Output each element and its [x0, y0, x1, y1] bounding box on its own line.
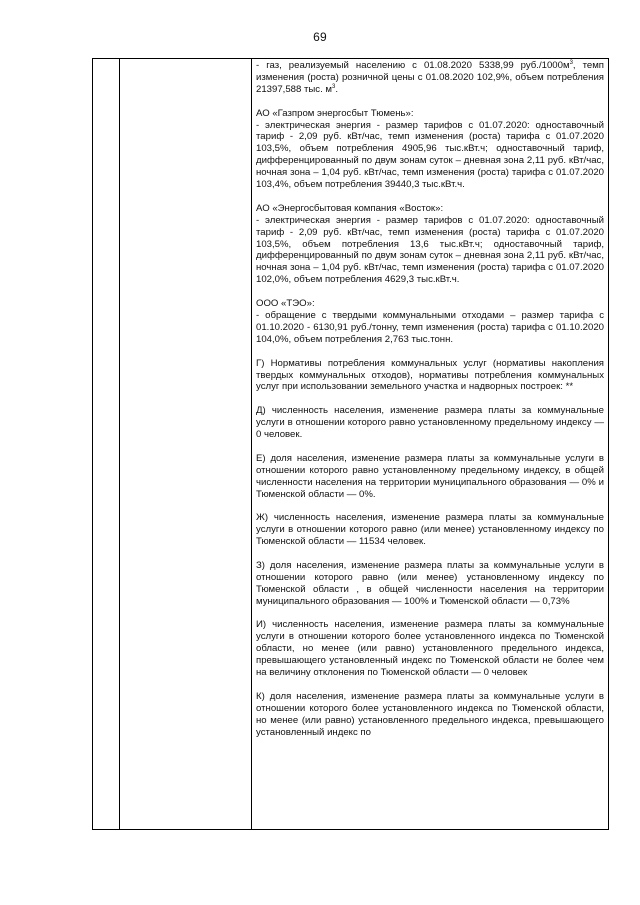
gas-end-sup: 3: [332, 83, 336, 90]
table-column-divider: [119, 59, 120, 829]
gas-line-a: - газ, реализуемый населению с 01.08.2020 5338,99 руб./1000м: [256, 60, 570, 71]
paragraph-k: К) доля населения, изменение размера платы за коммунальные услуги в отношении которого более установленного индекса по Тюменской области, но менее (или равно) установленного предельного индекса, превышающего установленный индекс по: [256, 690, 604, 738]
gas-end: .: [335, 83, 339, 95]
teo-text: - обращение с твердыми коммунальными отходами – размер тарифа с 01.10.2020 - 6130,91 руб./тонну, темп изменения (роста) тарифа с 01.10.2020 104,0%, объем потребления 2,763 тыс.тонн.: [256, 309, 604, 345]
paragraph-d: Д) численность населения, изменение размера платы за коммунальные услуги в отношении которого равно установленному предельному индексу — 0 человек.: [256, 405, 604, 441]
tyumen-title: АО «Газпром энергосбыт Тюмень»:: [256, 107, 414, 119]
gas-line-b: , темп изменения (роста) розничной цены с 01.08.2020 102,9%, объем потребления 21397,588 тыс. м: [256, 60, 605, 95]
paragraph-e: Е) доля населения, изменение размера платы за коммунальные услуги в отношении которого равно установленному предельному индексу, в общей численности населения на территории муниципального образования — 0% и Тюменской области — 0%.: [256, 452, 604, 500]
paragraph-g: Г) Нормативы потребления коммунальных услуг (нормативы накопления твердых коммунальных отходов), нормативы потребления коммунальных услуг при использовании земельного участка и надворных построек: **: [256, 357, 604, 393]
teo-title: ООО «ТЭО»:: [256, 298, 315, 310]
table-cell-content: [256, 60, 604, 739]
page-number: 69: [313, 30, 327, 44]
tyumen-text: - электрическая энергия - размер тарифов с 01.07.2020: одноставочный тариф - 2,09 руб. кВт/час, темп изменения (роста) тарифа с 01.07.2020 103,5%, объем потребления 4905,96 тыс.кВт.ч; одноставочный тариф, дифференцированный по двум зонам суток – дневная зона 2,11 руб. кВт/час, ночная зона – 1,04 руб. кВт/час, темп изменения (роста) тарифа с 01.07.2020 103,4%, объем потребления 39440,3 тыс.кВт.ч.: [256, 119, 604, 191]
content-table: [92, 58, 609, 830]
gas-unit-sup: 3: [569, 59, 573, 66]
table-column-divider: [251, 59, 252, 829]
vostok-text: - электрическая энергия - размер тарифов с 01.07.2020: одноставочный тариф - 2,09 руб. кВт/час, темп изменения (роста) тарифа с 01.07.2020 103,5%, объем потребления 13,6 тыс.кВт.ч; одноставочный тариф, дифференцированный по двум зонам суток – дневная зона 2,11 руб. кВт/час, ночная зона – 1,04 руб. кВт/час, темп изменения (роста) тарифа с 01.07.2020 102,0%, объем потребления 4629,3 тыс.кВт.ч.: [256, 214, 604, 286]
paragraph-zh: Ж) численность населения, изменение размера платы за коммунальные услуги в отношении которого равно (или менее) установленному индексу по Тюменской области — 11534 человек.: [256, 512, 604, 548]
paragraph-z: З) доля населения, изменение размера платы за коммунальные услуги в отношении которого равно (или менее) установленному индексу по Тюменской области , в общей численности населения на территории муниципального образования — 100% и Тюменской области — 0,73%: [256, 559, 604, 607]
vostok-title: АО «Энергосбытовая компания «Восток»:: [256, 202, 444, 214]
gas-paragraph: [256, 60, 604, 96]
paragraph-i: И) численность населения, изменение размера платы за коммунальные услуги в отношении которого более установленного индекса по Тюменской области, но менее (или равно) установленного предельного индекса, превышающего установленный индекс по Тюменской области не более чем на величину отклонения по Тюменской области — 0 человек: [256, 619, 604, 679]
